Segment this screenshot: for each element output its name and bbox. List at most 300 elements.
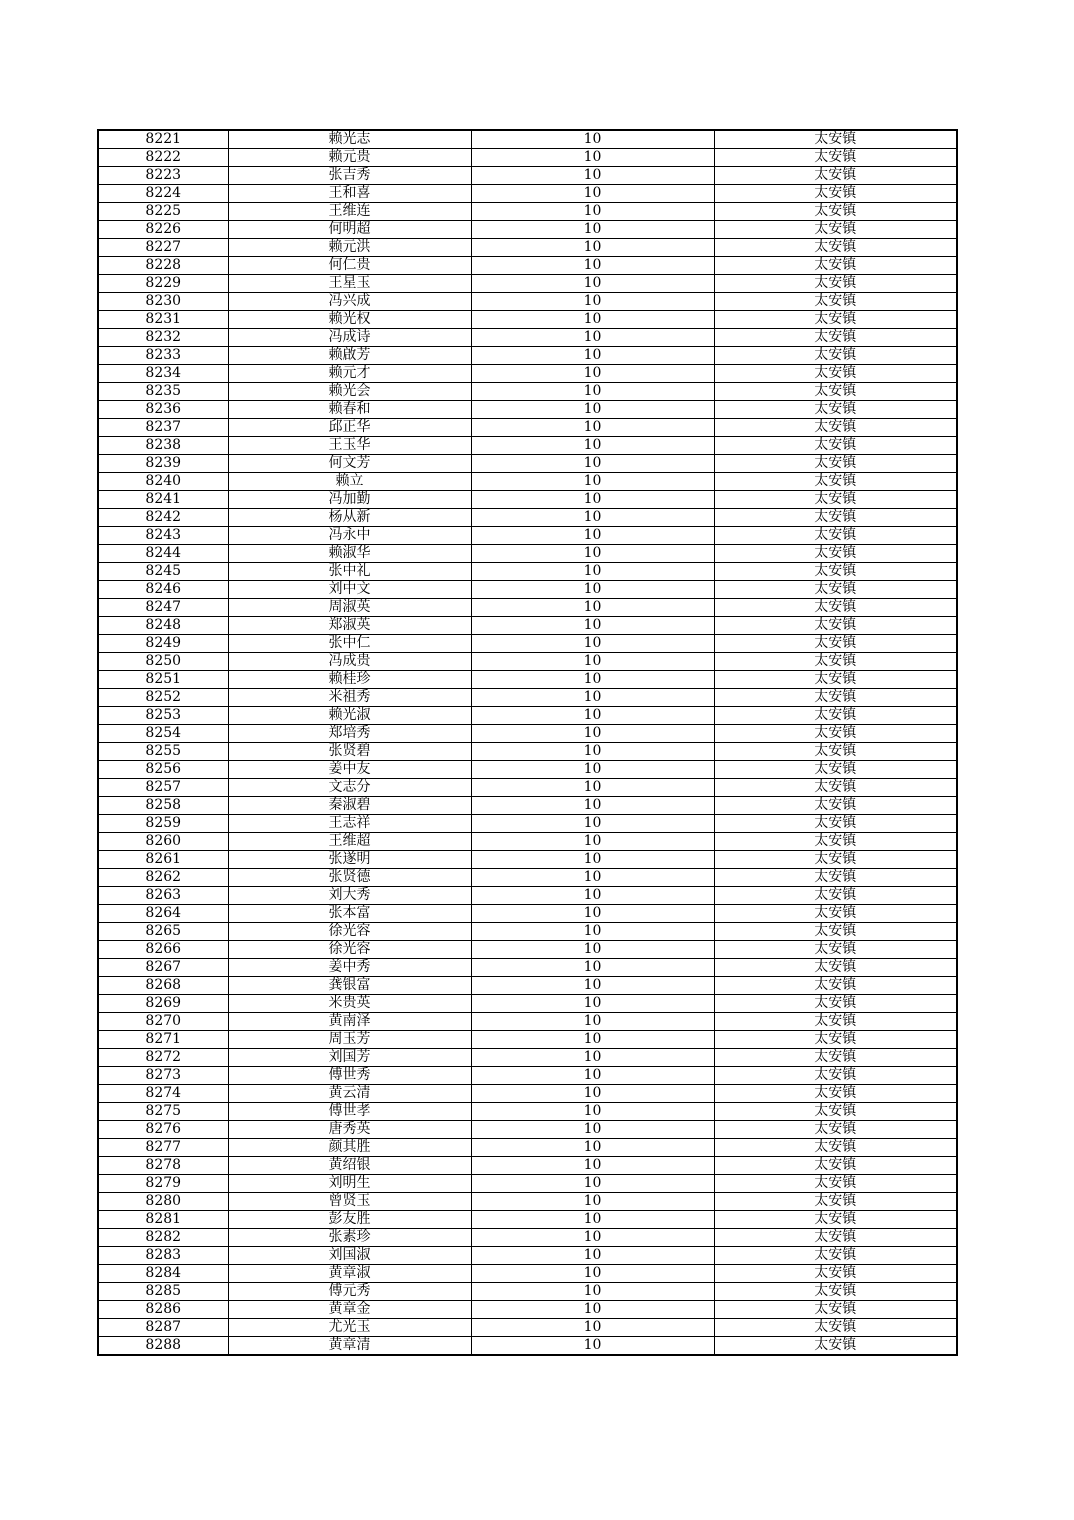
table-row <box>98 293 957 311</box>
row-number-cell: 8225 <box>98 203 228 221</box>
amount-cell: 10 <box>471 167 714 185</box>
name-cell: 刘中文 <box>228 581 471 599</box>
table-row <box>98 1211 957 1229</box>
table-row <box>98 1175 957 1193</box>
name-cell: 文志分 <box>228 779 471 797</box>
amount-cell: 10 <box>471 311 714 329</box>
town-cell: 太安镇 <box>714 347 957 365</box>
amount-cell: 10 <box>471 959 714 977</box>
amount-cell: 10 <box>471 581 714 599</box>
town-cell: 太安镇 <box>714 149 957 167</box>
row-number-cell: 8279 <box>98 1175 228 1193</box>
name-cell: 秦淑碧 <box>228 797 471 815</box>
table-row <box>98 509 957 527</box>
row-number-cell: 8223 <box>98 167 228 185</box>
row-number-cell: 8276 <box>98 1121 228 1139</box>
table-row <box>98 905 957 923</box>
name-cell: 彭友胜 <box>228 1211 471 1229</box>
name-cell: 曾贤玉 <box>228 1193 471 1211</box>
table-row <box>98 437 957 455</box>
name-cell: 黄云清 <box>228 1085 471 1103</box>
amount-cell: 10 <box>471 635 714 653</box>
table-row <box>98 185 957 203</box>
name-cell: 王维连 <box>228 203 471 221</box>
row-number-cell: 8273 <box>98 1067 228 1085</box>
table-row <box>98 689 957 707</box>
town-cell: 太安镇 <box>714 1283 957 1301</box>
name-cell: 刘明生 <box>228 1175 471 1193</box>
name-cell: 王志祥 <box>228 815 471 833</box>
amount-cell: 10 <box>471 905 714 923</box>
amount-cell: 10 <box>471 815 714 833</box>
town-cell: 太安镇 <box>714 833 957 851</box>
amount-cell: 10 <box>471 473 714 491</box>
name-cell: 杨从新 <box>228 509 471 527</box>
town-cell: 太安镇 <box>714 995 957 1013</box>
name-cell: 赖元洪 <box>228 239 471 257</box>
name-cell: 张贤德 <box>228 869 471 887</box>
town-cell: 太安镇 <box>714 1157 957 1175</box>
table-row <box>98 743 957 761</box>
row-number-cell: 8271 <box>98 1031 228 1049</box>
name-cell: 黄章金 <box>228 1301 471 1319</box>
amount-cell: 10 <box>471 617 714 635</box>
town-cell: 太安镇 <box>714 1265 957 1283</box>
town-cell: 太安镇 <box>714 437 957 455</box>
name-cell: 尤光玉 <box>228 1319 471 1337</box>
town-cell: 太安镇 <box>714 1175 957 1193</box>
amount-cell: 10 <box>471 130 714 149</box>
row-number-cell: 8286 <box>98 1301 228 1319</box>
town-cell: 太安镇 <box>714 779 957 797</box>
town-cell: 太安镇 <box>714 1049 957 1067</box>
amount-cell: 10 <box>471 1067 714 1085</box>
name-cell: 赖桂珍 <box>228 671 471 689</box>
amount-cell: 10 <box>471 383 714 401</box>
name-cell: 赖光志 <box>228 130 471 149</box>
town-cell: 太安镇 <box>714 815 957 833</box>
town-cell: 太安镇 <box>714 401 957 419</box>
table-row <box>98 473 957 491</box>
name-cell: 唐秀英 <box>228 1121 471 1139</box>
amount-cell: 10 <box>471 923 714 941</box>
table-row <box>98 329 957 347</box>
table-row <box>98 977 957 995</box>
amount-cell: 10 <box>471 599 714 617</box>
table-row <box>98 1067 957 1085</box>
town-cell: 太安镇 <box>714 977 957 995</box>
town-cell: 太安镇 <box>714 1013 957 1031</box>
name-cell: 何明超 <box>228 221 471 239</box>
amount-cell: 10 <box>471 1139 714 1157</box>
town-cell: 太安镇 <box>714 1319 957 1337</box>
town-cell: 太安镇 <box>714 761 957 779</box>
row-number-cell: 8254 <box>98 725 228 743</box>
roster-body <box>98 130 957 1355</box>
name-cell: 黄章淑 <box>228 1265 471 1283</box>
row-number-cell: 8249 <box>98 635 228 653</box>
town-cell: 太安镇 <box>714 1103 957 1121</box>
table-row <box>98 779 957 797</box>
amount-cell: 10 <box>471 293 714 311</box>
row-number-cell: 8258 <box>98 797 228 815</box>
name-cell: 王星玉 <box>228 275 471 293</box>
row-number-cell: 8285 <box>98 1283 228 1301</box>
amount-cell: 10 <box>471 527 714 545</box>
amount-cell: 10 <box>471 1049 714 1067</box>
table-row <box>98 1319 957 1337</box>
name-cell: 刘国淑 <box>228 1247 471 1265</box>
name-cell: 郑培秀 <box>228 725 471 743</box>
town-cell: 太安镇 <box>714 1121 957 1139</box>
table-row <box>98 239 957 257</box>
name-cell: 张遂明 <box>228 851 471 869</box>
amount-cell: 10 <box>471 365 714 383</box>
town-cell: 太安镇 <box>714 293 957 311</box>
town-cell: 太安镇 <box>714 509 957 527</box>
table-row <box>98 761 957 779</box>
row-number-cell: 8251 <box>98 671 228 689</box>
amount-cell: 10 <box>471 995 714 1013</box>
row-number-cell: 8240 <box>98 473 228 491</box>
row-number-cell: 8233 <box>98 347 228 365</box>
amount-cell: 10 <box>471 1085 714 1103</box>
row-number-cell: 8228 <box>98 257 228 275</box>
name-cell: 赖元才 <box>228 365 471 383</box>
town-cell: 太安镇 <box>714 959 957 977</box>
row-number-cell: 8238 <box>98 437 228 455</box>
name-cell: 赖光权 <box>228 311 471 329</box>
name-cell: 刘国芳 <box>228 1049 471 1067</box>
town-cell: 太安镇 <box>714 1139 957 1157</box>
amount-cell: 10 <box>471 257 714 275</box>
row-number-cell: 8282 <box>98 1229 228 1247</box>
row-number-cell: 8268 <box>98 977 228 995</box>
amount-cell: 10 <box>471 563 714 581</box>
row-number-cell: 8288 <box>98 1337 228 1356</box>
amount-cell: 10 <box>471 941 714 959</box>
row-number-cell: 8236 <box>98 401 228 419</box>
name-cell: 冯成诗 <box>228 329 471 347</box>
town-cell: 太安镇 <box>714 419 957 437</box>
table-row <box>98 671 957 689</box>
row-number-cell: 8248 <box>98 617 228 635</box>
town-cell: 太安镇 <box>714 617 957 635</box>
amount-cell: 10 <box>471 1319 714 1337</box>
name-cell: 赖立 <box>228 473 471 491</box>
table-row <box>98 869 957 887</box>
name-cell: 冯成贵 <box>228 653 471 671</box>
name-cell: 邱正华 <box>228 419 471 437</box>
row-number-cell: 8267 <box>98 959 228 977</box>
row-number-cell: 8227 <box>98 239 228 257</box>
name-cell: 郑淑英 <box>228 617 471 635</box>
amount-cell: 10 <box>471 977 714 995</box>
name-cell: 张吉秀 <box>228 167 471 185</box>
table-row <box>98 1121 957 1139</box>
table-row <box>98 725 957 743</box>
town-cell: 太安镇 <box>714 923 957 941</box>
town-cell: 太安镇 <box>714 1247 957 1265</box>
table-row <box>98 923 957 941</box>
amount-cell: 10 <box>471 1121 714 1139</box>
name-cell: 赖元贵 <box>228 149 471 167</box>
name-cell: 黄绍银 <box>228 1157 471 1175</box>
name-cell: 傅元秀 <box>228 1283 471 1301</box>
name-cell: 张本富 <box>228 905 471 923</box>
row-number-cell: 8270 <box>98 1013 228 1031</box>
table-row <box>98 1103 957 1121</box>
town-cell: 太安镇 <box>714 563 957 581</box>
town-cell: 太安镇 <box>714 869 957 887</box>
name-cell: 黄南泽 <box>228 1013 471 1031</box>
table-row <box>98 167 957 185</box>
name-cell: 冯永中 <box>228 527 471 545</box>
table-row <box>98 1031 957 1049</box>
amount-cell: 10 <box>471 887 714 905</box>
amount-cell: 10 <box>471 455 714 473</box>
name-cell: 赖光淑 <box>228 707 471 725</box>
amount-cell: 10 <box>471 329 714 347</box>
town-cell: 太安镇 <box>714 473 957 491</box>
table-row <box>98 563 957 581</box>
amount-cell: 10 <box>471 707 714 725</box>
town-cell: 太安镇 <box>714 130 957 149</box>
town-cell: 太安镇 <box>714 1031 957 1049</box>
row-number-cell: 8252 <box>98 689 228 707</box>
amount-cell: 10 <box>471 1301 714 1319</box>
table-row <box>98 221 957 239</box>
row-number-cell: 8255 <box>98 743 228 761</box>
name-cell: 冯加勤 <box>228 491 471 509</box>
row-number-cell: 8246 <box>98 581 228 599</box>
table-row <box>98 851 957 869</box>
town-cell: 太安镇 <box>714 185 957 203</box>
table-row <box>98 959 957 977</box>
amount-cell: 10 <box>471 671 714 689</box>
row-number-cell: 8239 <box>98 455 228 473</box>
amount-cell: 10 <box>471 221 714 239</box>
amount-cell: 10 <box>471 797 714 815</box>
table-row <box>98 491 957 509</box>
amount-cell: 10 <box>471 545 714 563</box>
town-cell: 太安镇 <box>714 671 957 689</box>
town-cell: 太安镇 <box>714 689 957 707</box>
amount-cell: 10 <box>471 1103 714 1121</box>
town-cell: 太安镇 <box>714 1211 957 1229</box>
town-cell: 太安镇 <box>714 1301 957 1319</box>
town-cell: 太安镇 <box>714 941 957 959</box>
amount-cell: 10 <box>471 347 714 365</box>
name-cell: 姜中秀 <box>228 959 471 977</box>
town-cell: 太安镇 <box>714 257 957 275</box>
town-cell: 太安镇 <box>714 383 957 401</box>
table-row <box>98 455 957 473</box>
name-cell: 赖啟芳 <box>228 347 471 365</box>
town-cell: 太安镇 <box>714 743 957 761</box>
row-number-cell: 8281 <box>98 1211 228 1229</box>
name-cell: 刘大秀 <box>228 887 471 905</box>
name-cell: 姜中友 <box>228 761 471 779</box>
town-cell: 太安镇 <box>714 275 957 293</box>
town-cell: 太安镇 <box>714 203 957 221</box>
table-row <box>98 707 957 725</box>
row-number-cell: 8242 <box>98 509 228 527</box>
amount-cell: 10 <box>471 1229 714 1247</box>
amount-cell: 10 <box>471 185 714 203</box>
name-cell: 米贵英 <box>228 995 471 1013</box>
amount-cell: 10 <box>471 1247 714 1265</box>
amount-cell: 10 <box>471 275 714 293</box>
table-row <box>98 581 957 599</box>
row-number-cell: 8241 <box>98 491 228 509</box>
row-number-cell: 8245 <box>98 563 228 581</box>
row-number-cell: 8262 <box>98 869 228 887</box>
row-number-cell: 8235 <box>98 383 228 401</box>
amount-cell: 10 <box>471 239 714 257</box>
row-number-cell: 8280 <box>98 1193 228 1211</box>
town-cell: 太安镇 <box>714 887 957 905</box>
table-row <box>98 653 957 671</box>
name-cell: 张贤碧 <box>228 743 471 761</box>
town-cell: 太安镇 <box>714 239 957 257</box>
town-cell: 太安镇 <box>714 365 957 383</box>
table-row <box>98 599 957 617</box>
row-number-cell: 8266 <box>98 941 228 959</box>
town-cell: 太安镇 <box>714 1193 957 1211</box>
town-cell: 太安镇 <box>714 527 957 545</box>
town-cell: 太安镇 <box>714 491 957 509</box>
row-number-cell: 8230 <box>98 293 228 311</box>
row-number-cell: 8272 <box>98 1049 228 1067</box>
table-row <box>98 527 957 545</box>
town-cell: 太安镇 <box>714 1085 957 1103</box>
row-number-cell: 8226 <box>98 221 228 239</box>
town-cell: 太安镇 <box>714 653 957 671</box>
name-cell: 何仁贵 <box>228 257 471 275</box>
name-cell: 赖光会 <box>228 383 471 401</box>
row-number-cell: 8244 <box>98 545 228 563</box>
amount-cell: 10 <box>471 437 714 455</box>
name-cell: 徐光容 <box>228 923 471 941</box>
amount-cell: 10 <box>471 509 714 527</box>
town-cell: 太安镇 <box>714 1067 957 1085</box>
amount-cell: 10 <box>471 1265 714 1283</box>
amount-cell: 10 <box>471 203 714 221</box>
name-cell: 何文芳 <box>228 455 471 473</box>
table-row <box>98 617 957 635</box>
name-cell: 赖春和 <box>228 401 471 419</box>
row-number-cell: 8284 <box>98 1265 228 1283</box>
town-cell: 太安镇 <box>714 545 957 563</box>
table-row <box>98 941 957 959</box>
amount-cell: 10 <box>471 1193 714 1211</box>
table-row <box>98 275 957 293</box>
name-cell: 周玉芳 <box>228 1031 471 1049</box>
table-row <box>98 1301 957 1319</box>
table-row <box>98 1157 957 1175</box>
town-cell: 太安镇 <box>714 725 957 743</box>
roster-table <box>97 129 958 1356</box>
row-number-cell: 8269 <box>98 995 228 1013</box>
town-cell: 太安镇 <box>714 797 957 815</box>
town-cell: 太安镇 <box>714 581 957 599</box>
table-row <box>98 1013 957 1031</box>
name-cell: 冯兴成 <box>228 293 471 311</box>
table-row <box>98 419 957 437</box>
amount-cell: 10 <box>471 1175 714 1193</box>
table-row <box>98 311 957 329</box>
row-number-cell: 8229 <box>98 275 228 293</box>
name-cell: 傅世秀 <box>228 1067 471 1085</box>
table-row <box>98 1049 957 1067</box>
table-row <box>98 203 957 221</box>
amount-cell: 10 <box>471 833 714 851</box>
row-number-cell: 8265 <box>98 923 228 941</box>
row-number-cell: 8257 <box>98 779 228 797</box>
amount-cell: 10 <box>471 419 714 437</box>
name-cell: 黄章清 <box>228 1337 471 1356</box>
row-number-cell: 8277 <box>98 1139 228 1157</box>
row-number-cell: 8237 <box>98 419 228 437</box>
table-row <box>98 1193 957 1211</box>
row-number-cell: 8222 <box>98 149 228 167</box>
row-number-cell: 8232 <box>98 329 228 347</box>
row-number-cell: 8243 <box>98 527 228 545</box>
row-number-cell: 8263 <box>98 887 228 905</box>
table-row <box>98 365 957 383</box>
row-number-cell: 8224 <box>98 185 228 203</box>
town-cell: 太安镇 <box>714 599 957 617</box>
amount-cell: 10 <box>471 653 714 671</box>
table-row <box>98 995 957 1013</box>
amount-cell: 10 <box>471 869 714 887</box>
table-row <box>98 1247 957 1265</box>
amount-cell: 10 <box>471 1283 714 1301</box>
town-cell: 太安镇 <box>714 455 957 473</box>
name-cell: 王维超 <box>228 833 471 851</box>
table-row <box>98 1283 957 1301</box>
town-cell: 太安镇 <box>714 167 957 185</box>
amount-cell: 10 <box>471 1157 714 1175</box>
table-row <box>98 1265 957 1283</box>
town-cell: 太安镇 <box>714 905 957 923</box>
row-number-cell: 8231 <box>98 311 228 329</box>
amount-cell: 10 <box>471 1031 714 1049</box>
amount-cell: 10 <box>471 779 714 797</box>
row-number-cell: 8275 <box>98 1103 228 1121</box>
row-number-cell: 8247 <box>98 599 228 617</box>
table-row <box>98 797 957 815</box>
table-row <box>98 1139 957 1157</box>
amount-cell: 10 <box>471 689 714 707</box>
table-row <box>98 833 957 851</box>
amount-cell: 10 <box>471 1013 714 1031</box>
row-number-cell: 8283 <box>98 1247 228 1265</box>
amount-cell: 10 <box>471 1337 714 1356</box>
table-row <box>98 545 957 563</box>
amount-cell: 10 <box>471 1211 714 1229</box>
table-row <box>98 1085 957 1103</box>
name-cell: 周淑英 <box>228 599 471 617</box>
amount-cell: 10 <box>471 725 714 743</box>
name-cell: 龚银富 <box>228 977 471 995</box>
name-cell: 张中仁 <box>228 635 471 653</box>
table-row <box>98 635 957 653</box>
amount-cell: 10 <box>471 851 714 869</box>
name-cell: 赖淑华 <box>228 545 471 563</box>
amount-cell: 10 <box>471 491 714 509</box>
